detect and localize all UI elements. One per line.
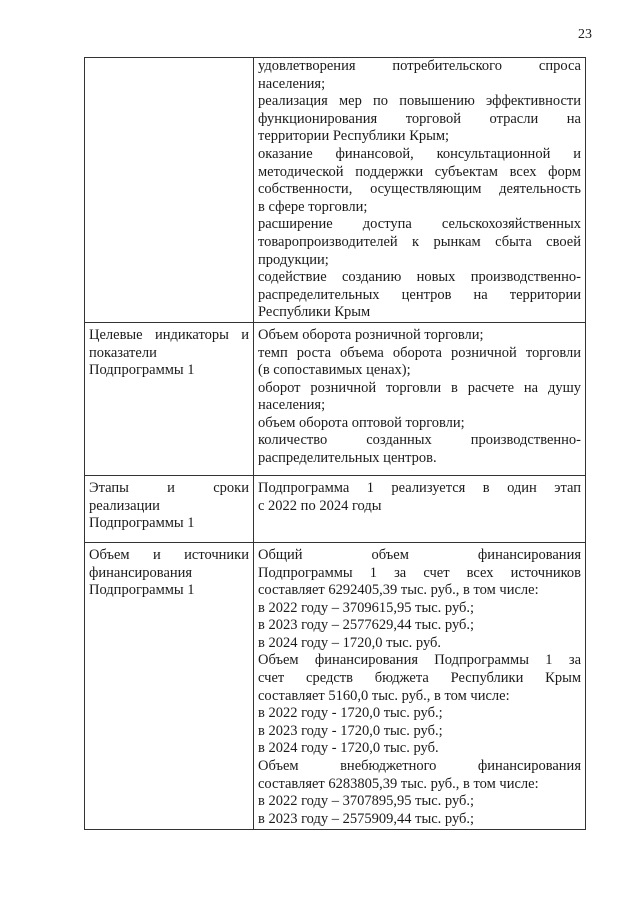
row-content-cell	[254, 475, 586, 542]
text-line: содействие созданию новых производственно-	[258, 269, 581, 286]
row-content-cell	[254, 58, 586, 323]
text-line: методической поддержки субъектам всех форм	[258, 163, 581, 180]
row-label-cell	[85, 58, 254, 323]
text-line: оказание финансовой, консультационной и	[258, 145, 581, 162]
text-line: товаропроизводителей к рынкам сбыта своей	[258, 233, 581, 250]
text-line: в 2023 году – 2575909,44 тыс. руб.;	[258, 810, 475, 827]
text-line: составляет 5160,0 тыс. руб., в том числе:	[258, 687, 510, 704]
text-line: собственности, осуществляющим деятельность	[258, 181, 581, 198]
text-line: Объем оборота розничной торговли;	[258, 326, 484, 343]
table-row	[85, 322, 586, 475]
text-line: Подпрограммы 1	[89, 515, 195, 532]
text-line: количество созданных производственно-	[258, 432, 581, 449]
text-line: продукции;	[258, 251, 329, 268]
text-line: оборот розничной торговли в расчете на душу	[258, 379, 581, 396]
row-content-cell	[254, 322, 586, 475]
text-line: показатели	[89, 344, 157, 361]
row-label-cell	[85, 322, 254, 475]
page-number: 23	[578, 27, 592, 42]
text-line: объем оборота оптовой торговли;	[258, 414, 465, 431]
text-line: реализации	[89, 497, 160, 514]
text-line: с 2022 по 2024 годы	[258, 497, 382, 514]
text-line: Подпрограмма 1 реализуется в один этап	[258, 479, 581, 496]
text-line: Подпрограммы 1 за счет всех источников	[258, 564, 581, 581]
text-line: Целевые индикаторы и	[89, 326, 249, 343]
text-line: составляет 6292405,39 тыс. руб., в том числе:	[258, 582, 539, 599]
table-row	[85, 58, 586, 323]
table-row	[85, 475, 586, 542]
text-line: населения;	[258, 397, 326, 414]
row-content-cell	[254, 542, 586, 829]
text-line: населения;	[258, 75, 326, 92]
text-line: реализация мер по повышению эффективности	[258, 93, 581, 110]
text-line: (в сопоставимых ценах);	[258, 362, 411, 379]
text-line: в 2024 году - 1720,0 тыс. руб.	[258, 740, 439, 757]
text-line: расширение доступа сельскохозяйственных	[258, 216, 581, 233]
text-line: Общий объем финансирования	[258, 546, 581, 563]
text-line: территории Республики Крым;	[258, 128, 450, 145]
text-line: в сфере торговли;	[258, 198, 368, 215]
text-line: в 2022 году – 3707895,95 тыс. руб.;	[258, 793, 475, 810]
text-line: в 2022 году - 1720,0 тыс. руб.;	[258, 705, 443, 722]
text-line: в 2023 году – 2577629,44 тыс. руб.;	[258, 617, 475, 634]
text-line: темп роста объема оборота розничной торговли	[258, 344, 581, 361]
text-line: удовлетворения потребительского спроса	[258, 58, 581, 74]
text-line: распределительных центров на территории	[258, 286, 581, 303]
passport-table	[84, 57, 586, 830]
text-line: Объем внебюджетного финансирования	[258, 758, 581, 775]
text-line: в 2022 году – 3709615,95 тыс. руб.;	[258, 599, 475, 616]
row-label-cell	[85, 542, 254, 829]
text-line: Объем финансирования Подпрограммы 1 за	[258, 652, 581, 669]
text-line: Подпрограммы 1	[89, 582, 195, 599]
text-line: Республики Крым	[258, 304, 371, 321]
table-row	[85, 542, 586, 829]
text-line: в 2023 году - 1720,0 тыс. руб.;	[258, 722, 443, 739]
text-line: Объем и источники	[89, 546, 249, 563]
row-label-cell	[85, 475, 254, 542]
text-line: распределительных центров.	[258, 450, 437, 467]
text-line: счет средств бюджета Республики Крым	[258, 670, 581, 687]
text-line: Этапы и сроки	[89, 479, 249, 496]
text-line: Подпрограммы 1	[89, 362, 195, 379]
text-line: в 2024 году – 1720,0 тыс. руб.	[258, 634, 442, 651]
text-line: финансирования	[89, 564, 193, 581]
text-line: составляет 6283805,39 тыс. руб., в том числе:	[258, 775, 539, 792]
text-line: функционирования торговой отрасли на	[258, 110, 581, 127]
